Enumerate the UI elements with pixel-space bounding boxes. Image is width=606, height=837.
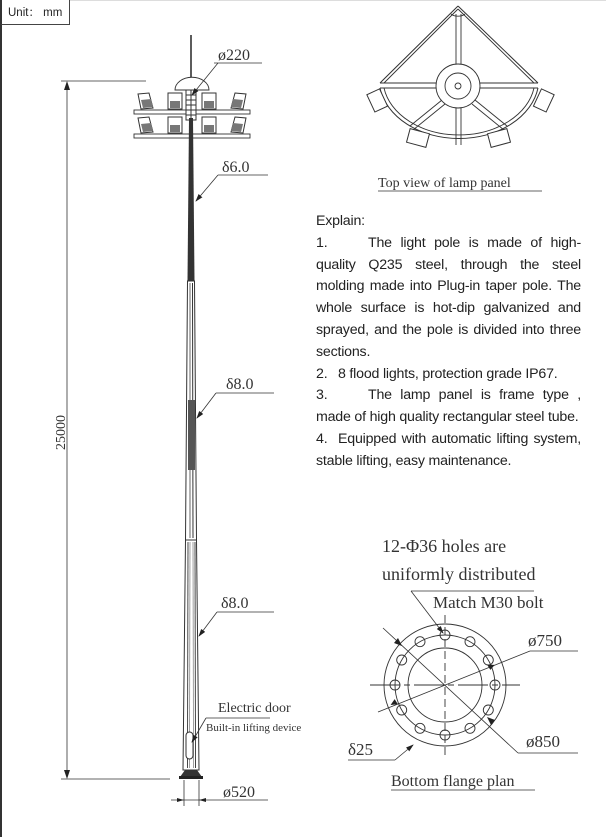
lamp-panel-top-view xyxy=(367,6,554,147)
flood-light-icon xyxy=(488,129,511,148)
explain-item-number: 3. xyxy=(316,387,328,404)
holes-note-line2: uniformly distributed xyxy=(382,564,536,584)
top-view-caption: Top view of lamp panel xyxy=(378,176,511,191)
flange-caption: Bottom flange plan xyxy=(391,773,515,790)
outer-diameter: ø850 xyxy=(526,732,560,751)
explain-item-text: The light pole is made of high-quality Q235 steel, through the steel molding made into Plug-in taper pole. The whole surface is hot-dip galvanized and sprayed, and the pole is divided into three sections. xyxy=(316,234,581,360)
section-3-thickness: δ8.0 xyxy=(221,595,249,612)
flood-light-icon xyxy=(168,117,182,133)
bolt-note: Match M30 bolt xyxy=(433,593,544,612)
explain-item-number: 1. xyxy=(316,234,328,251)
holes-note-line1: 12-Φ36 holes are xyxy=(382,536,507,556)
bottom-flange-plan xyxy=(348,536,578,790)
explain-item-4 xyxy=(316,429,581,473)
explain-item-number: 4. xyxy=(316,430,328,447)
explain-item-number: 2. xyxy=(316,365,328,382)
flood-light-icon xyxy=(202,93,216,109)
section-2-thickness: δ8.0 xyxy=(226,376,254,393)
unit-label: Unit： mm xyxy=(0,0,70,25)
explain-item-3 xyxy=(316,385,581,429)
flood-light-icon xyxy=(138,117,153,133)
section-1-thickness: δ6.0 xyxy=(222,159,250,176)
height-dimension: 25000 xyxy=(54,415,69,450)
electric-door-label: Electric door xyxy=(218,701,291,716)
top-diameter-label: ø220 xyxy=(218,47,250,64)
lifting-device-label: Built-in lifting device xyxy=(206,722,302,734)
explain-item-1 xyxy=(316,233,581,364)
explain-item-text: 8 flood lights, protection grade IP67. xyxy=(338,365,558,382)
flood-light-icon xyxy=(407,129,430,148)
flood-light-icon xyxy=(138,93,153,109)
base-diameter-label: ø520 xyxy=(223,784,255,801)
explain-title: Explain: xyxy=(316,213,365,229)
flood-light-icon xyxy=(202,117,216,133)
explain-item-2 xyxy=(316,364,581,386)
explain-notes xyxy=(316,211,581,473)
bolt-circle-diameter: ø750 xyxy=(528,631,562,650)
flange-thickness: δ25 xyxy=(348,740,374,759)
explain-item-text: The lamp panel is frame type , made of high quality rectangular steel tube. xyxy=(316,387,581,426)
explain-item-text: Equipped with automatic lifting system, stable lifting, easy maintenance. xyxy=(316,430,581,469)
electric-door xyxy=(186,732,193,759)
flood-light-icon xyxy=(231,93,246,109)
pole-elevation xyxy=(54,35,301,806)
flood-light-icon xyxy=(367,89,388,112)
flood-light-icon xyxy=(168,93,182,109)
flood-light-icon xyxy=(231,117,246,133)
